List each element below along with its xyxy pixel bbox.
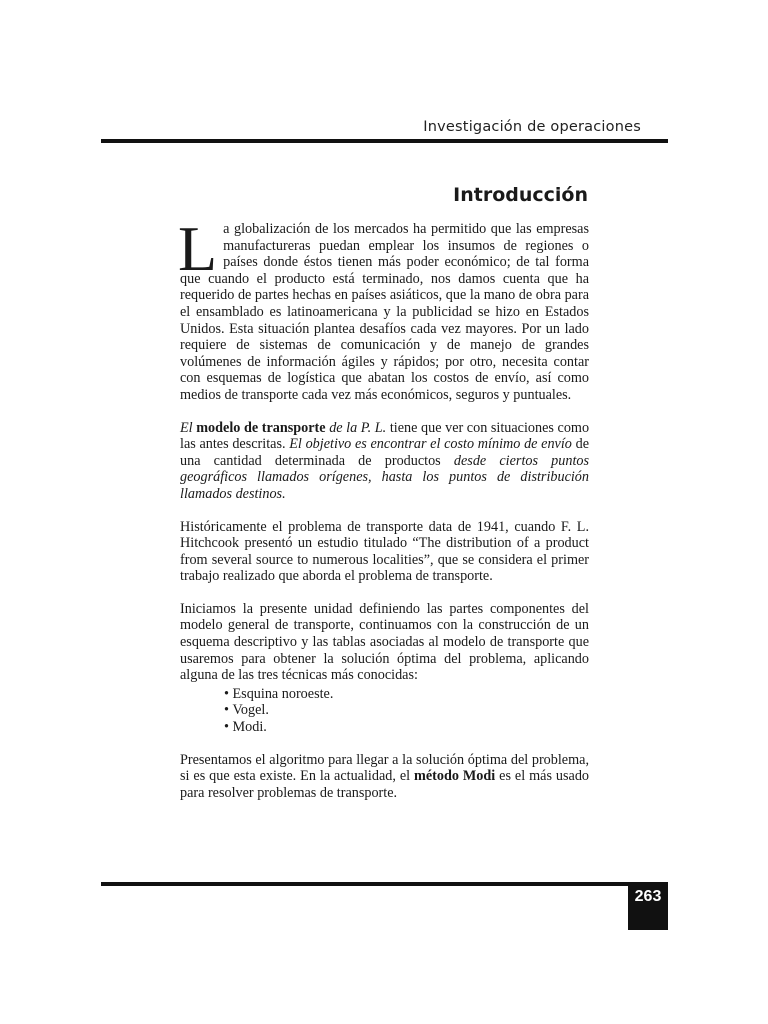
drop-cap: L [178,213,218,284]
list-item: • Esquina noroeste. [224,686,589,703]
page-number-box [628,882,668,930]
paragraph-3: Históricamente el problema de transporte data de 1941, cuando F. L. Hitchcook presentó un estudio titulado “The distribution of a product from several source to numerous localities”, que se considera el primer trabajo realizado que aborda el problema de transporte. [180,518,589,585]
page-number: 263 [634,888,662,905]
p5-segment-3: es el más usado para resolver problemas de transporte. [180,768,590,801]
list-item: • Vogel. [224,702,589,719]
p2-segment-6: de una cantidad determinada de productos [180,436,590,469]
p5-segment-1: Presentamos el algoritmo para llegar a la solución óptima del problema, si es que esta existe. En la actualidad, el [180,751,589,785]
p2-segment-7: desde ciertos puntos geográficos llamados orígenes, hasta los puntos de distribución llamados destinos. [180,452,590,502]
p2-segment-1: El [180,419,193,436]
body-text [178,213,590,817]
list-item: • Modi. [224,719,589,736]
section-title: Introducción [453,184,588,206]
footer-rule [101,882,668,886]
p2-segment-5: El objetivo es encontrar el costo mínimo de envío [289,436,572,453]
p5-term-metodo-modi: método Modi [414,768,496,785]
techniques-list [180,686,589,736]
paragraph-1 [178,213,589,404]
p2-segment-3: de la P. L. [329,419,387,436]
paragraph-5 [180,752,589,802]
p2-term-modelo-transporte: modelo de transporte [196,419,326,436]
p2-segment-4: tiene que ver con situaciones como las antes descritas. [180,419,590,453]
paragraph-1-text: a globalización de los mercados ha permitido que las empresas manufactureras puedan emplear los insumos de regiones o países donde éstos tienen más poder económico; de tal forma que cuando el producto está terminado, nos damos cuenta que ha requerido de partes hechas en países asiáticos, que la mano de obra para el ensamblado es latinoamericana y la publicidad se hizo en Estados Unidos. Esta situación plantea desafíos cada vez mayores. Por un lado requiere de sistemas de comunicación y de manejo de grandes volúmenes de información ágiles y rápidos; por otro, necesita contar con esquemas de logística que abatan los costos de envío, así como medios de transporte cada vez más económicos, seguros y puntuales. [180,221,589,403]
paragraph-4: Iniciamos la presente unidad definiendo las partes componentes del modelo general de transporte, continuamos con la construcción de un esquema descriptivo y las tablas asociadas al modelo de transporte que usaremos para obtener la solución óptima del problema, aplicando alguna de las tres técnicas más conocidas: [180,600,589,684]
header-rule [101,139,668,143]
paragraph-2 [180,420,589,503]
running-header-title: Investigación de operaciones [423,119,641,135]
